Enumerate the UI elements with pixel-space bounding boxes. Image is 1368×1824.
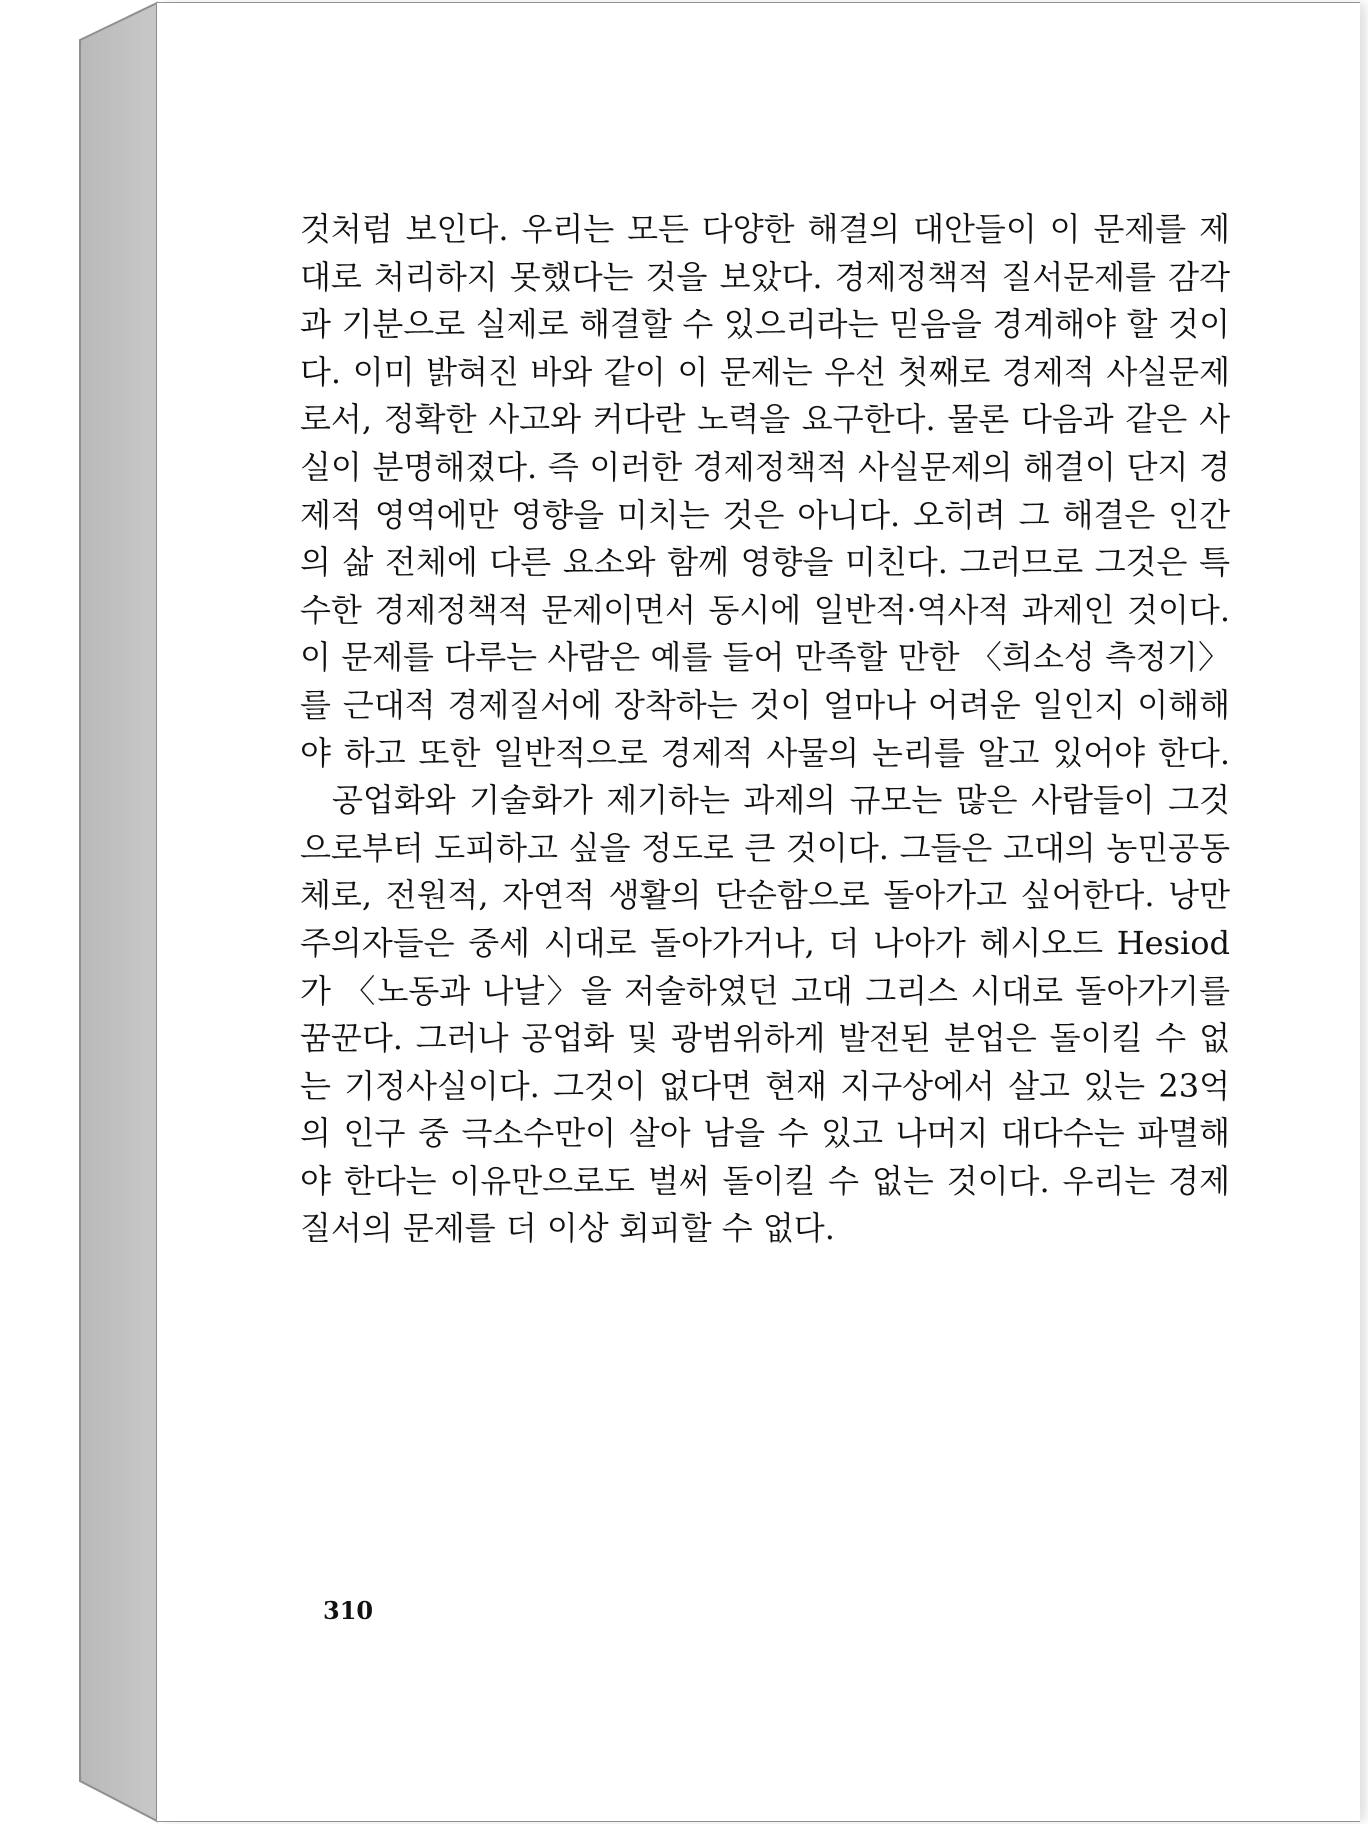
page-body-text (300, 206, 1230, 1253)
page-number: 310 (323, 1596, 374, 1625)
paragraph-1: 것처럼 보인다. 우리는 모든 다양한 해결의 대안들이 이 문제를 제대로 처리하지 못했다는 것을 보았다. 경제정책적 질서문제를 감각과 기분으로 실제로 해결할 수 있으리라는 믿음을 경계해야 할 것이다. 이미 밝혀진 바와 같이 이 문제는 우선 첫째로 경제적 사실문제로서, 정확한 사고와 커다란 노력을 요구한다. 물론 다음과 같은 사실이 분명해졌다. 즉 이러한 경제정책적 사실문제의 해결이 단지 경제적 영역에만 영향을 미치는 것은 아니다. 오히려 그 해결은 인간의 삶 전체에 다른 요소와 함께 영향을 미친다. 그러므로 그것은 특수한 경제정책적 문제이면서 동시에 일반적·역사적 과제인 것이다. 이 문제를 다루는 사람은 예를 들어 만족할 만한 〈희소성 측정기〉를 근대적 경제질서에 장착하는 것이 얼마나 어려운 일인지 이해해야 하고 또한 일반적으로 경제적 사물의 논리를 알고 있어야 한다. (300, 210, 1230, 772)
paragraph-2: 공업화와 기술화가 제기하는 과제의 규모는 많은 사람들이 그것으로부터 도피하고 싶을 정도로 큰 것이다. 그들은 고대의 농민공동체로, 전원적, 자연적 생활의 단순함으로 돌아가고 싶어한다. 낭만주의자들은 중세 시대로 돌아가거나, 더 나아가 헤시오드 Hesiod가 〈노동과 나날〉을 저술하였던 고대 그리스 시대로 돌아가기를 꿈꾼다. 그러나 공업화 및 광범위하게 발전된 분업은 돌이킬 수 없는 기정사실이다. 그것이 없다면 현재 지구상에서 살고 있는 23억의 인구 중 극소수만이 살아 남을 수 있고 나머지 대다수는 파멸해야 한다는 이유만으로도 벌써 돌이킬 수 없는 것이다. 우리는 경제질서의 문제를 더 이상 회피할 수 없다. (300, 781, 1230, 1248)
